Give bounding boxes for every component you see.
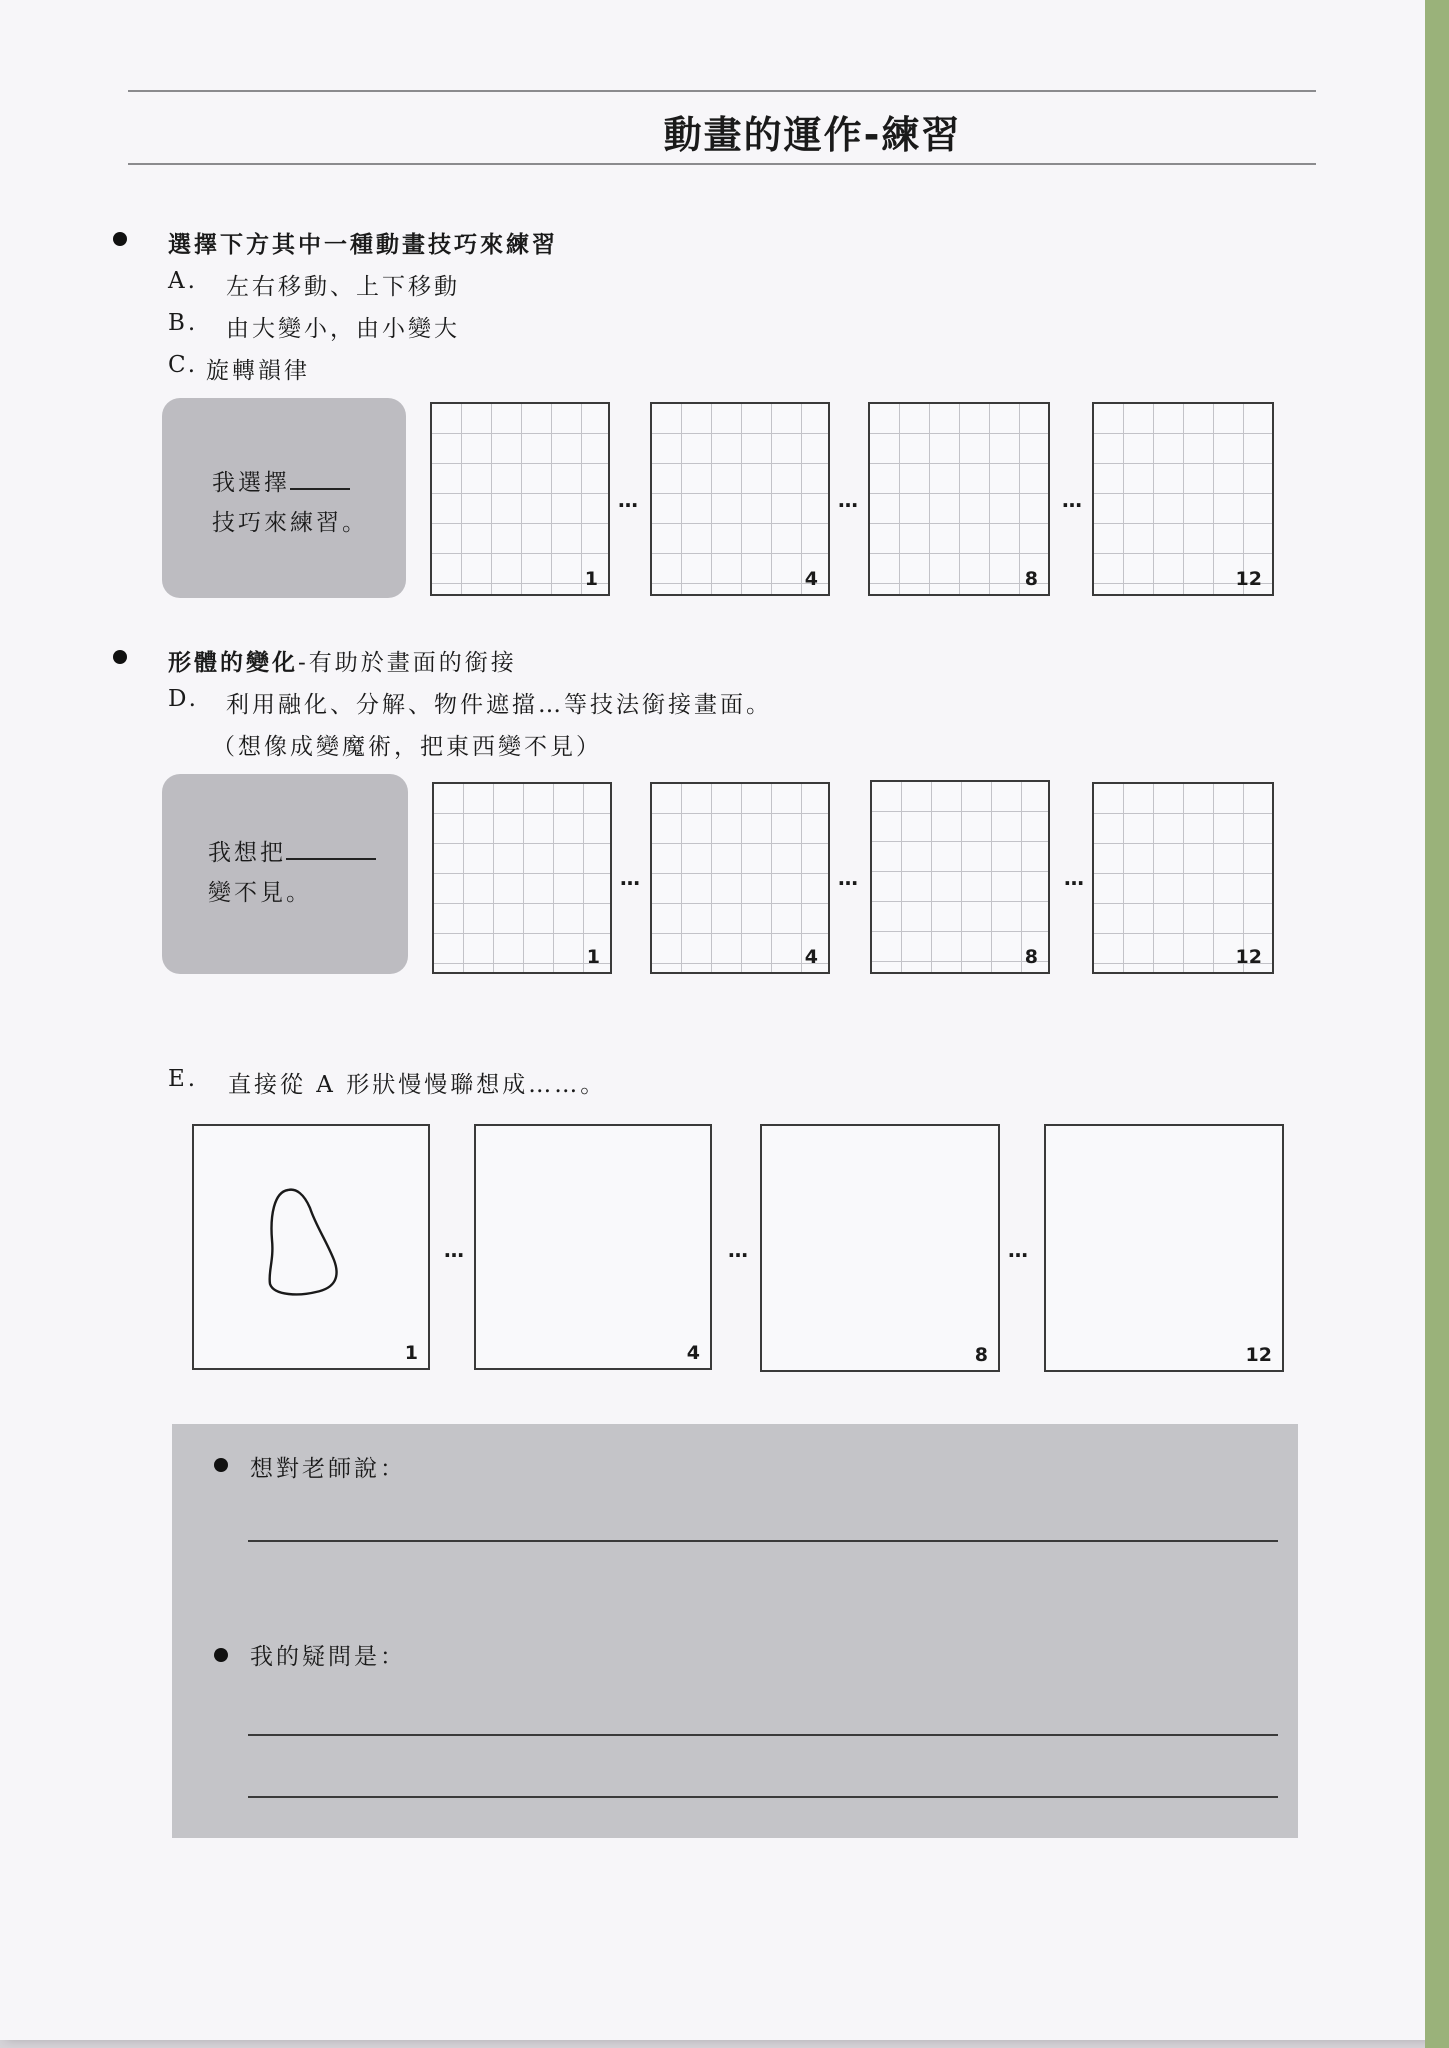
frame-s1-1[interactable] xyxy=(430,402,610,596)
option-c-letter: C. xyxy=(168,352,199,378)
frame-number: 4 xyxy=(686,1342,700,1364)
bullet-teacher xyxy=(214,1458,228,1472)
bullet-question xyxy=(214,1648,228,1662)
choice-box xyxy=(162,398,406,598)
disappear-box-line2: 變不見。 xyxy=(208,880,312,906)
choice-blank[interactable] xyxy=(290,468,350,490)
frame-s1-8[interactable] xyxy=(868,402,1050,596)
option-d-text: 利用融化、分解、物件遮擋…等技法銜接畫面。 xyxy=(226,692,772,718)
frame-s3-1[interactable] xyxy=(192,1124,430,1370)
feedback-panel xyxy=(172,1424,1298,1838)
section2-heading-bold: 形體的變化 xyxy=(168,649,298,676)
disappear-blank[interactable] xyxy=(286,838,376,860)
teacher-answer-line[interactable] xyxy=(248,1540,1278,1542)
background-edge xyxy=(1425,0,1449,2048)
frame-s1-4[interactable] xyxy=(650,402,830,596)
bullet-section2 xyxy=(113,650,127,664)
frame-number: 1 xyxy=(404,1342,418,1364)
title-bottom-rule xyxy=(128,163,1316,165)
frame-s3-4[interactable] xyxy=(474,1124,712,1370)
frame-number: 12 xyxy=(1235,568,1262,590)
frame-s1-12[interactable] xyxy=(1092,402,1274,596)
title-top-rule xyxy=(128,90,1316,92)
frame-s2-12[interactable] xyxy=(1092,782,1274,974)
section2-heading xyxy=(168,644,517,677)
frame-s2-1[interactable] xyxy=(432,782,612,974)
option-a-letter: A. xyxy=(168,268,198,294)
choice-box-line1: 我選擇 xyxy=(212,470,290,496)
teacher-label: 想對老師說： xyxy=(250,1456,406,1482)
disappear-box xyxy=(162,774,408,974)
ellipsis: … xyxy=(838,488,859,512)
frame-s2-8[interactable] xyxy=(870,780,1050,974)
disappear-box-line1: 我想把 xyxy=(208,840,286,866)
page-title: 動畫的運作-練習 xyxy=(663,113,962,157)
ellipsis: … xyxy=(1008,1238,1029,1262)
frame-s3-8[interactable] xyxy=(760,1124,1000,1372)
frame-number: 8 xyxy=(974,1344,988,1366)
option-a-text: 左右移動、上下移動 xyxy=(226,274,460,300)
ellipsis: … xyxy=(728,1238,749,1262)
option-e-text: 直接從 A 形狀慢慢聯想成……。 xyxy=(228,1072,607,1098)
ellipsis: … xyxy=(620,866,641,890)
frame-number: 8 xyxy=(1024,946,1038,968)
option-d-note: （想像成變魔術，把東西變不見） xyxy=(212,734,602,760)
frame-number: 4 xyxy=(804,946,818,968)
question-answer-line-2[interactable] xyxy=(248,1796,1278,1798)
ellipsis: … xyxy=(444,1238,465,1262)
choice-box-line2: 技巧來練習。 xyxy=(212,510,368,536)
option-c-text: 旋轉韻律 xyxy=(206,358,310,384)
frame-s3-12[interactable] xyxy=(1044,1124,1284,1372)
ellipsis: … xyxy=(1064,866,1085,890)
frame-number: 12 xyxy=(1245,1344,1272,1366)
question-answer-line-1[interactable] xyxy=(248,1734,1278,1736)
ellipsis: … xyxy=(1062,488,1083,512)
bullet-section1 xyxy=(113,232,127,246)
option-b-text: 由大變小，由小變大 xyxy=(226,316,460,342)
ellipsis: … xyxy=(838,866,859,890)
ellipsis: … xyxy=(618,488,639,512)
question-label: 我的疑問是： xyxy=(250,1644,406,1670)
section2-heading-rest: -有助於畫面的銜接 xyxy=(298,650,517,676)
section1-heading: 選擇下方其中一種動畫技巧來練習 xyxy=(168,231,558,258)
frame-number: 8 xyxy=(1024,568,1038,590)
option-b-letter: B. xyxy=(168,310,199,336)
frame-number: 12 xyxy=(1235,946,1262,968)
option-e-letter: E. xyxy=(168,1066,199,1092)
frame-number: 1 xyxy=(584,568,598,590)
option-d-letter: D. xyxy=(168,686,199,712)
frame-s2-4[interactable] xyxy=(650,782,830,974)
frame-number: 1 xyxy=(586,946,600,968)
frame-number: 4 xyxy=(804,568,818,590)
blob-shape xyxy=(192,1124,430,1370)
